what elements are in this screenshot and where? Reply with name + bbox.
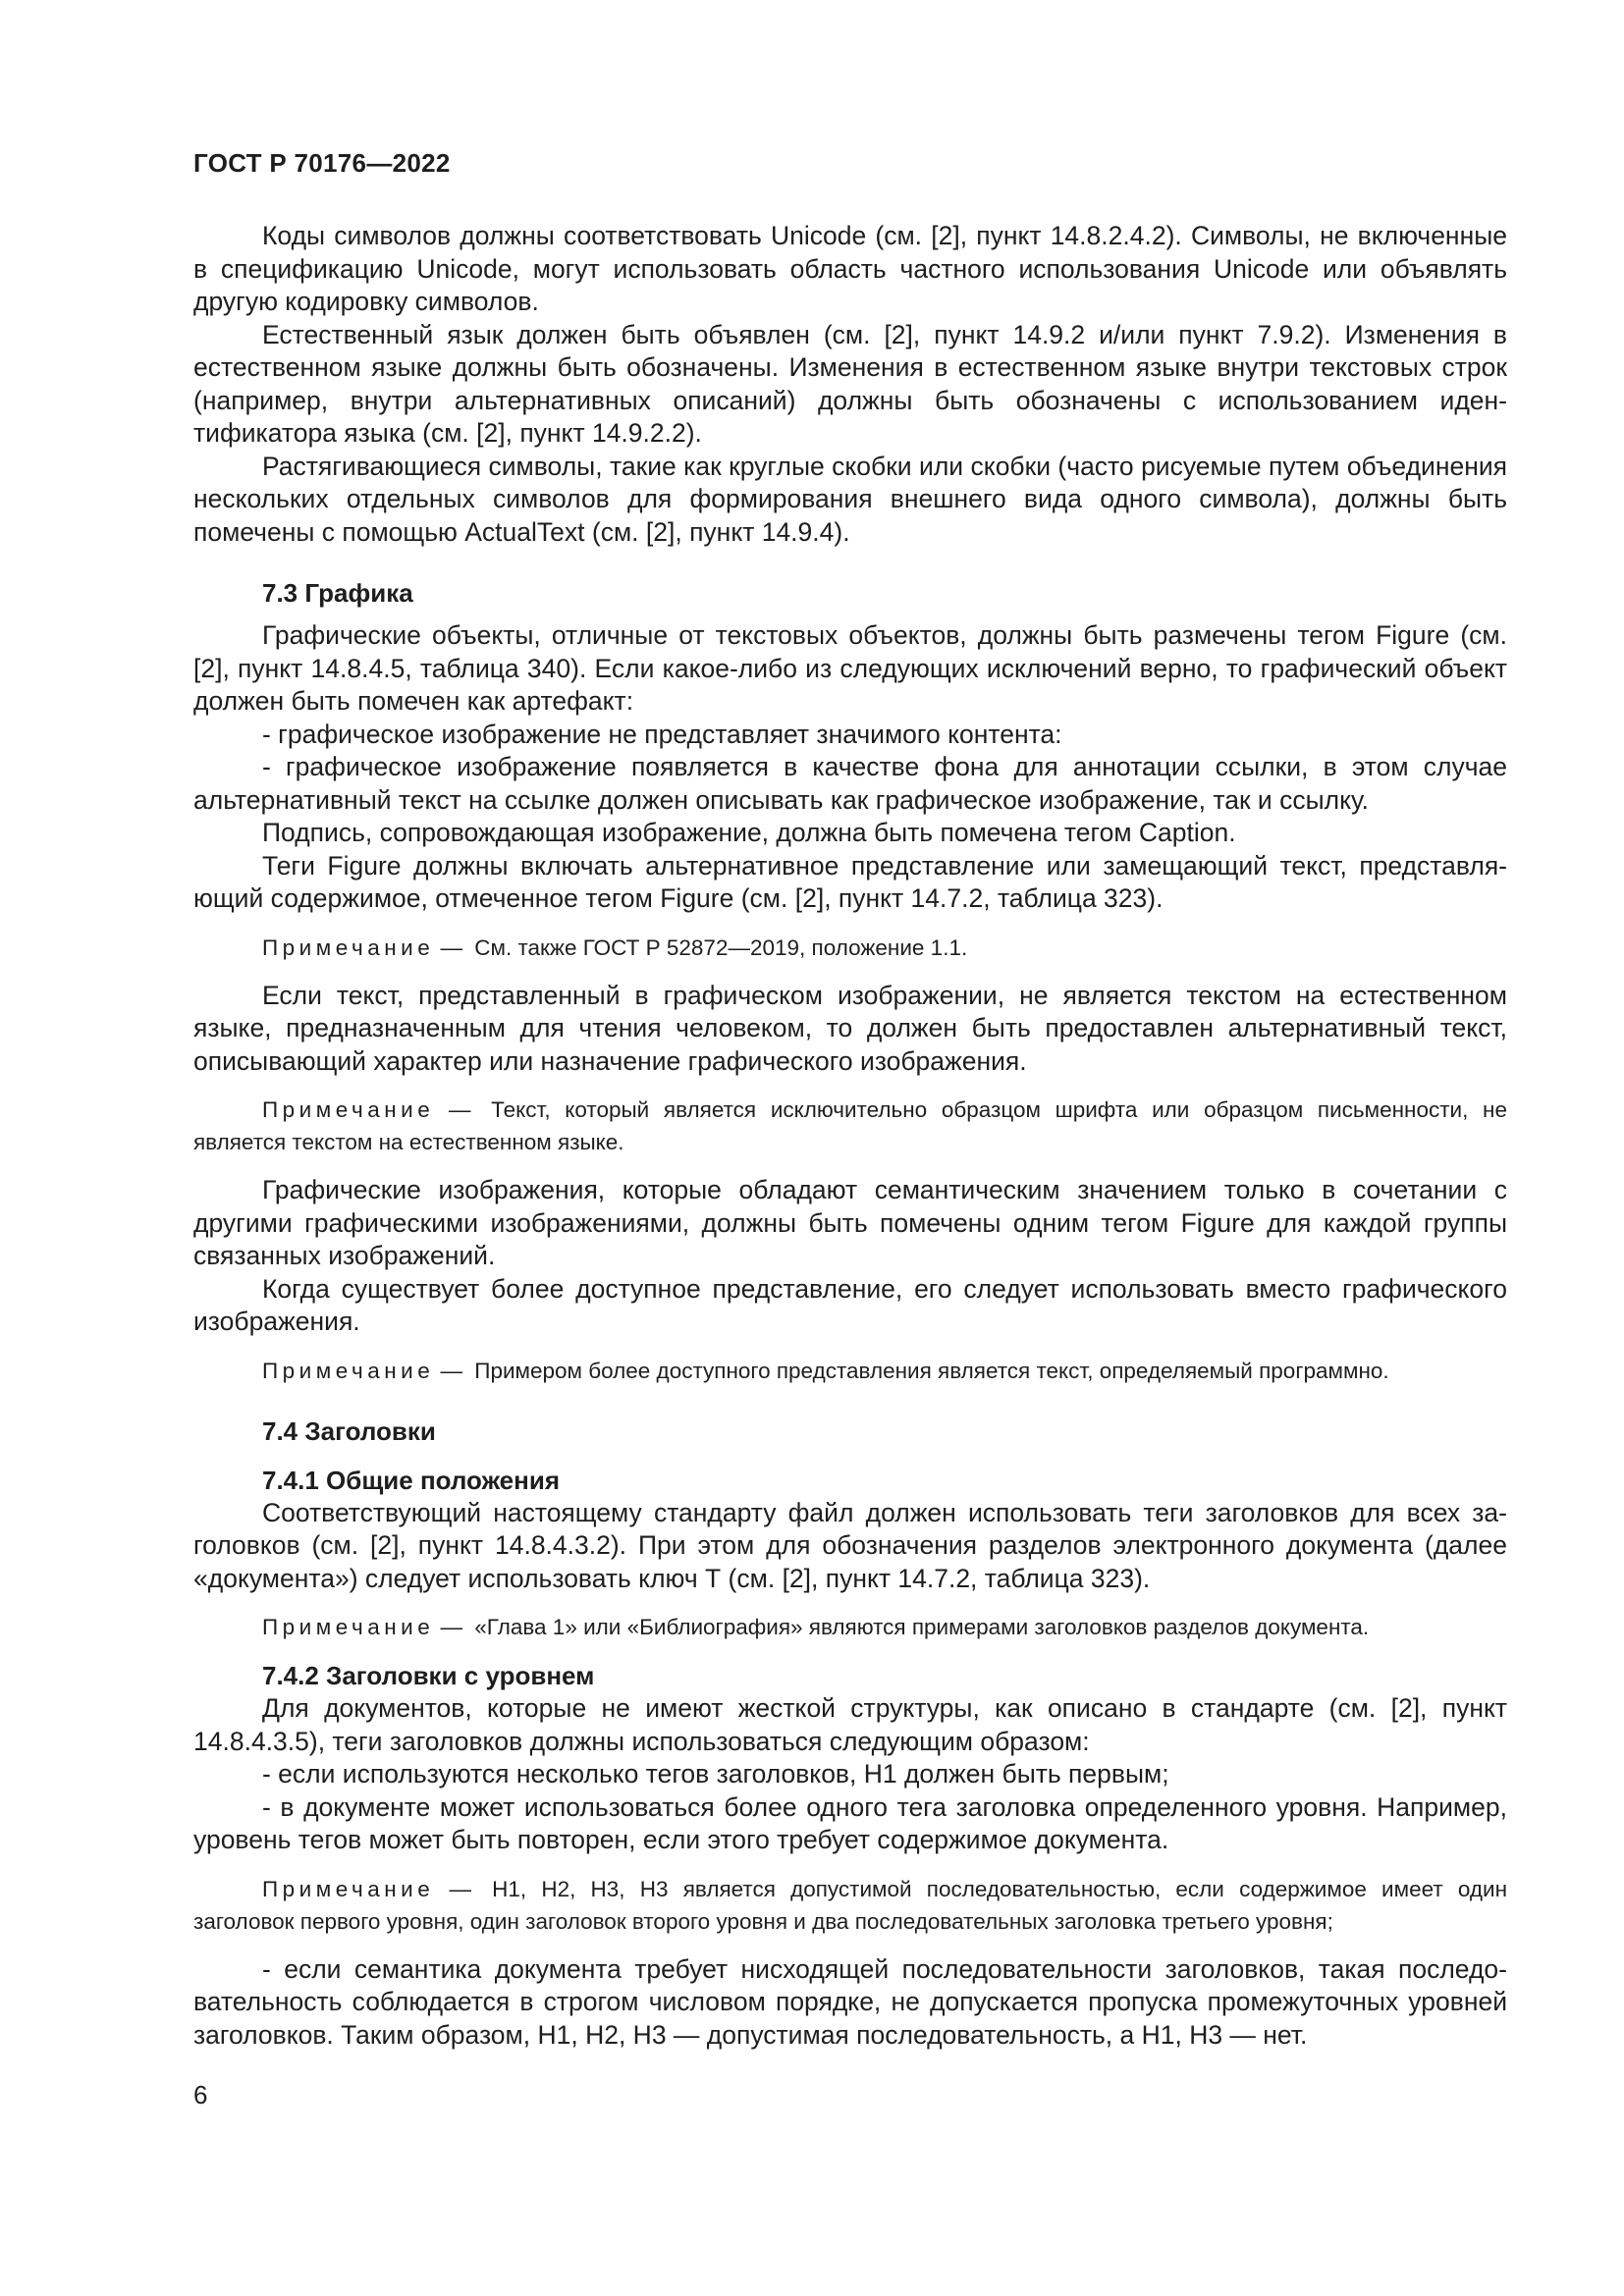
list-item-link-background: - графическое изображение появляется в качестве фона для аннотации ссылки, в этом случае альтернативный текст на ссылке должен описывать как графическое изображение, так и ссылку. [193,752,1507,815]
subsection-heading-7-4-2: 7.4.2 Заголовки с уровнем [262,1661,595,1690]
note-label: Примечание [262,934,435,960]
note-label: Примечание [262,1358,435,1383]
paragraph-heading-tags: Соответствующий настоящему стандарту файл должен использовать теги заголовков для всех заголовков (см. [2], пункт 14.8.4.3.2). При этом для обозначения разделов электронного документа (далее «документа») следует использовать ключ Т (см. [2], пункт 14.7.2, таблица 323). [193,1497,1507,1593]
note-text: H1, H2, H3, H3 является допустимой последовательностью, если содержимое имеет один заголовок первого уровня, один заголовок второго уровня и два последовательных заголовка третьего уровня; [193,1876,1507,1934]
note-dash: — [440,934,462,960]
note-text: См. также ГОСТ Р 52872—2019, положение 1.1. [474,934,968,960]
note-text: Текст, который является исключительно образцом шрифта или образцом письменности, не является текстом на естественном языке. [193,1097,1507,1154]
list-item-repeat-level: - в документе может использоваться более одного тега заголовка определенного уровня. Например, уровень тегов может быть повторен, если этого требует содержимое документа. [193,1791,1507,1854]
section-heading-7-3: 7.3 Графика [262,578,413,608]
note-5 [193,1873,1507,1938]
paragraph-accessible-alternative: Когда существует более доступное представление, его следует использовать вместо графического изображения. [193,1273,1507,1336]
paragraph-figure-alt: Теги Figure должны включать альтернативное представление или замещающий текст, представляющий содержимое, отмеченное тегом Figure (см. [2], пункт 14.7.2, таблица 323). [193,850,1507,913]
paragraph-stretchy-symbols: Растягивающиеся символы, такие как круглые скобки или скобки (часто рисуемые путем объединения нескольких отдельных символов для формирования внешнего вида одного символа), должны быть помечены с помощью ActualText (см. [2], пункт 14.9.4). [193,451,1507,547]
note-dash: — [440,1358,462,1383]
page-number: 6 [193,2080,208,2109]
paragraph-grouped-images: Графические изображения, которые обладают семантическим значением только в сочетании с другими графическими изображениями, должны быть помечены одним тегом Figure для каждой группы связанных изображений. [193,1175,1507,1270]
note-4 [193,1611,1507,1643]
document-id-header: ГОСТ Р 70176—2022 [193,148,451,178]
paragraph-caption: Подпись, сопровождающая изображение, должна быть помечена тегом Caption. [262,818,1236,847]
note-3 [193,1355,1507,1387]
note-label: Примечание [262,1097,435,1122]
paragraph-unicode: Коды символов должны соответствовать Unicode (см. [2], пункт 14.8.2.4.2). Символы, не включенные в спецификацию Unicode, могут использовать область частного использования Unicode или объявлять другую кодировку символов. [193,221,1507,316]
note-dash: — [440,1615,462,1639]
note-2 [193,1094,1507,1158]
list-item-h1-first: - если используются несколько тегов заголовков, H1 должен быть первым; [262,1759,1169,1789]
section-heading-7-4: 7.4 Заголовки [262,1415,436,1446]
paragraph-natural-language: Естественный язык должен быть объявлен (см. [2], пункт 14.9.2 и/или пункт 7.9.2). Изменения в естественном языке должны быть обозначены. Изменения в естественном языке внутри текстовых строк (например, внутри альтернативных описаний) должны быть обозначены с использованием идентификатора языка (см. [2], пункт 14.9.2.2). [193,319,1507,448]
paragraph-unstructured-docs: Для документов, которые не имеют жесткой структуры, как описано в стандарте (см. [2], пункт 14.8.4.3.5), теги заголовков должны использоваться следующим образом: [193,1693,1507,1756]
list-item-no-content: - графическое изображение не представляет значимого контента: [262,719,1062,749]
note-label: Примечание [262,1615,435,1639]
note-label: Примечание [262,1876,435,1901]
note-1 [193,932,1507,964]
subsection-heading-7-4-1: 7.4.1 Общие положения [262,1465,560,1495]
paragraph-figure-tag: Графические объекты, отличные от текстовых объектов, должны быть размечены тегом Figure (см. [2], пункт 14.8.4.5, таблица 340). Если какое-либо из следующих исключений верно, то графический объект должен быть помечен как артефакт: [193,620,1507,716]
note-text: «Глава 1» или «Библиография» являются примерами заголовков разделов документа. [474,1615,1370,1639]
note-dash: — [448,1097,471,1122]
note-dash: — [449,1876,471,1901]
document-page [193,147,1507,2052]
list-item-descending-order: - если семантика документа требует нисходящей последовательности заголовков, такая последовательность соблюдается в строгом числовом порядке, не допускается пропуска промежуточных уровней заголовков. Таким образом, H1, H2, H3 — допустимая последовательность, а H1, H3 — нет. [193,1953,1507,2050]
note-text: Примером более доступного представления является текст, определяемый программно. [474,1358,1389,1383]
paragraph-text-in-image: Если текст, представленный в графическом изображении, не является текстом на естественном языке, предназначенным для чтения человеком, то должен быть предоставлен альтернативный текст, описывающий характер или назначение графического изображения. [193,980,1507,1076]
